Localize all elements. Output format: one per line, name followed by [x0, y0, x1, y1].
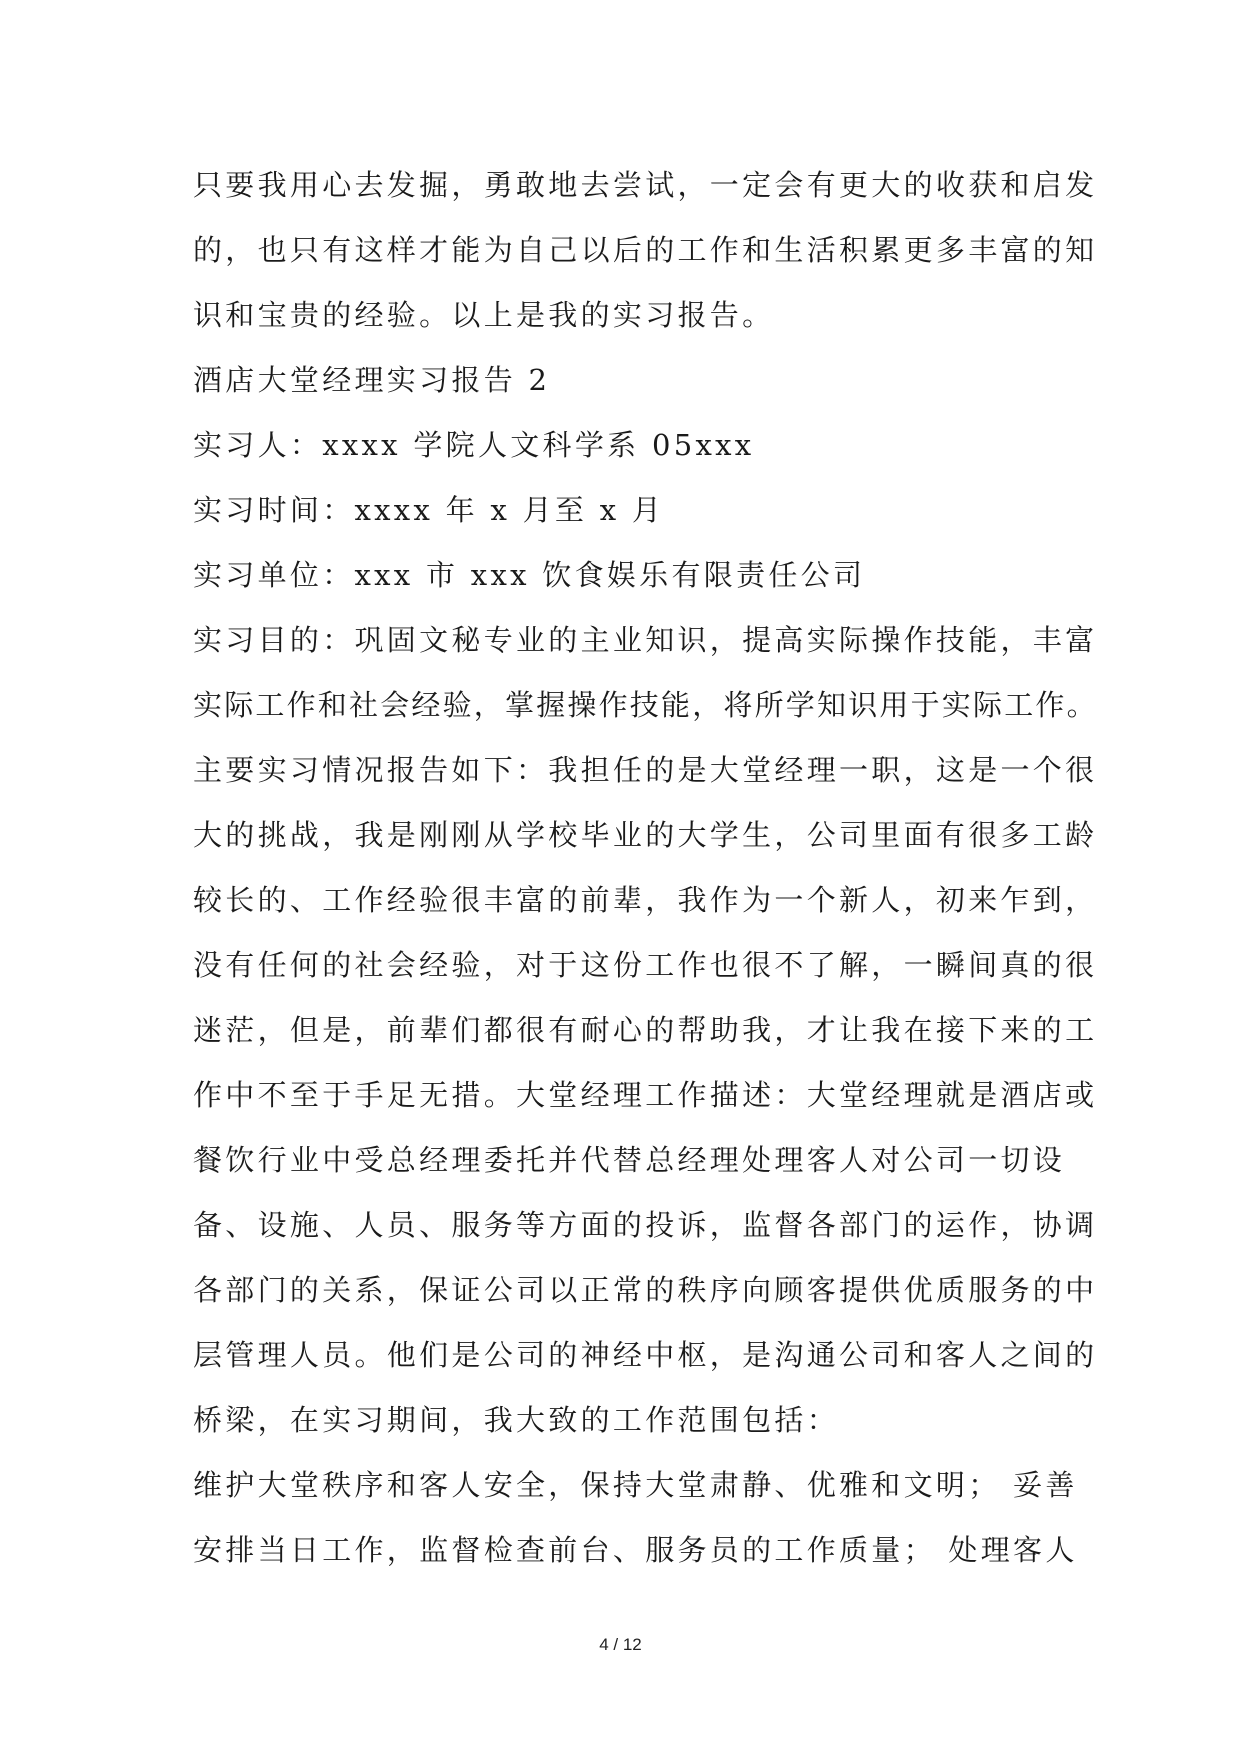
body-text-line: 实习目的：巩固文秘专业的主业知识，提高实际操作技能，丰富 — [193, 623, 1098, 657]
body-text-line: 只要我用心去发掘，勇敢地去尝试，一定会有更大的收获和启发 — [193, 168, 1098, 202]
body-text-line: 较长的、工作经验很丰富的前辈，我作为一个新人，初来乍到， — [193, 883, 1098, 917]
body-text-line: 主要实习情况报告如下：我担任的是大堂经理一职，这是一个很 — [193, 753, 1098, 787]
body-text-line: 备、设施、人员、服务等方面的投诉，监督各部门的运作，协调 — [193, 1208, 1098, 1242]
page-number: 4 / 12 — [599, 1635, 642, 1654]
body-text-line: 识和宝贵的经验。以上是我的实习报告。 — [193, 298, 775, 332]
body-text-line: 没有任何的社会经验，对于这份工作也很不了解，一瞬间真的很 — [193, 948, 1098, 982]
body-text-line: 大的挑战，我是刚刚从学校毕业的大学生，公司里面有很多工龄 — [193, 818, 1098, 852]
body-text-line: 层管理人员。他们是公司的神经中枢，是沟通公司和客人之间的 — [193, 1338, 1098, 1372]
body-text-line: 作中不至于手足无措。大堂经理工作描述：大堂经理就是酒店或 — [193, 1078, 1098, 1112]
body-text-line: 各部门的关系，保证公司以正常的秩序向顾客提供优质服务的中 — [193, 1273, 1098, 1307]
section-heading: 酒店大堂经理实习报告 2 — [193, 363, 551, 397]
body-text-line: 维护大堂秩序和客人安全，保持大堂肃静、优雅和文明； 妥善 — [193, 1468, 1078, 1502]
intern-company-line: 实习单位：xxx 市 xxx 饮食娱乐有限责任公司 — [193, 558, 866, 592]
intern-name-line: 实习人：xxxx 学院人文科学系 05xxx — [193, 428, 755, 462]
body-text-line: 安排当日工作，监督检查前台、服务员的工作质量； 处理客人 — [193, 1533, 1078, 1567]
body-text-line: 桥梁，在实习期间，我大致的工作范围包括： — [193, 1403, 840, 1437]
intern-period-line: 实习时间：xxxx 年 x 月至 x 月 — [193, 493, 665, 527]
body-text-line: 实际工作和社会经验，掌握操作技能，将所学知识用于实际工作。 — [193, 688, 1098, 722]
body-text-line: 迷茫，但是，前辈们都很有耐心的帮助我，才让我在接下来的工 — [193, 1013, 1098, 1047]
body-text-line: 餐饮行业中受总经理委托并代替总经理处理客人对公司一切设 — [193, 1143, 1066, 1177]
body-text-line: 的，也只有这样才能为自己以后的工作和生活积累更多丰富的知 — [193, 233, 1098, 267]
